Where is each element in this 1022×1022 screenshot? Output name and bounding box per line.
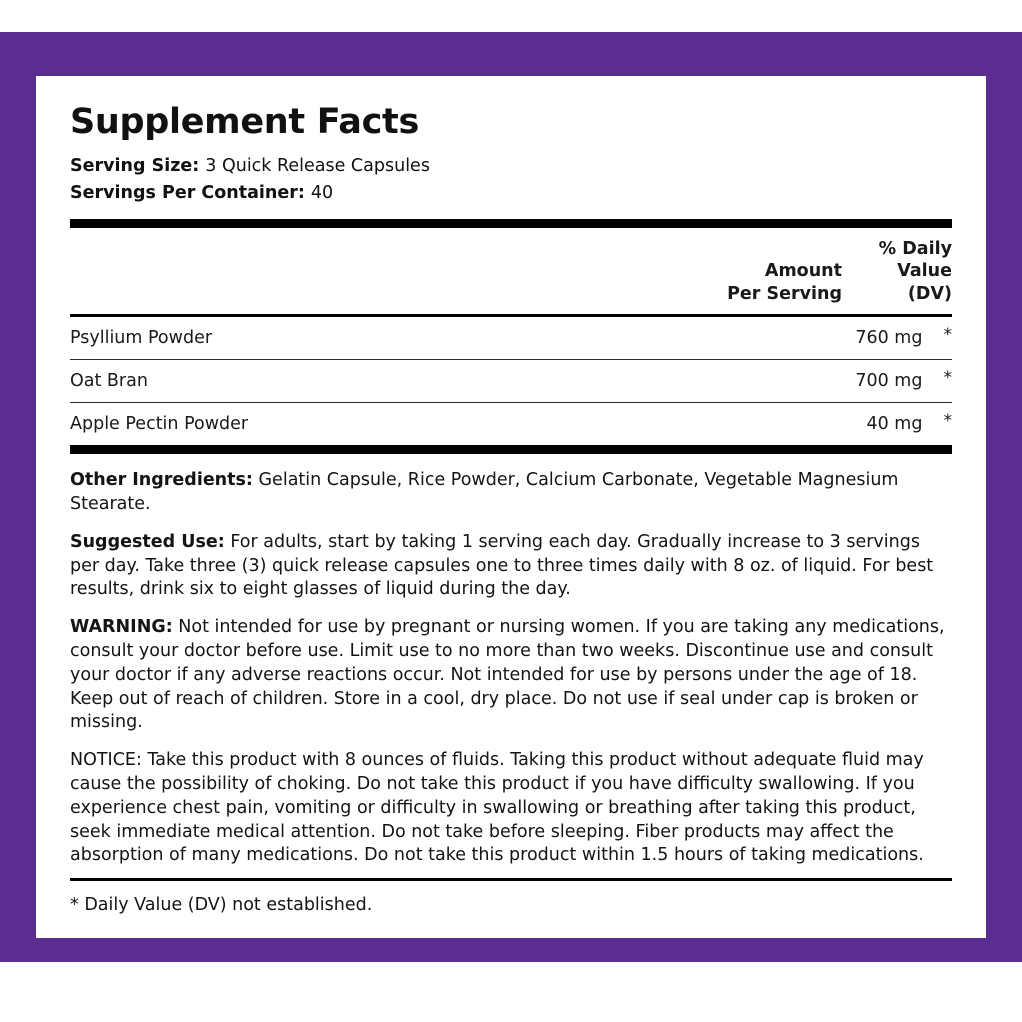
notice-paragraph [70,749,952,868]
suggested-use-paragraph [70,531,952,602]
ingredient-amount: 40 mg [866,414,923,435]
other-ingredients-paragraph [70,469,952,517]
warning-paragraph [70,616,952,735]
serving-size-label: Serving Size: [70,156,200,176]
serving-size-row [70,156,986,176]
nutrition-table-header [70,228,952,314]
warning-label: WARNING: [70,617,173,638]
suggested-use-text: For adults, start by taking 1 serving each day. Gradually increase to 3 servings per day. Take three (3) quick release capsules one to three times daily with 8 oz. of liquid. For best results, drink six to eight glasses of liquid during the day. [70,531,934,600]
ingredient-daily-value: * [943,368,952,389]
column-header-blank [70,228,610,314]
dv-header-line3: (DV) [907,283,952,304]
notice-text: NOTICE: Take this product with 8 ounces of fluids. Taking this product without adequate fluid may cause the possibility of choking. Do not take this product if you have difficulty swallowing. If you experience chest pain, vomiting or difficulty in swallowing or breathing after taking this product, seek immediate medical attention. Do not take before sleeping. Fiber products may affect the absorption of many medications. Do not take this product within 1.5 hours of taking medications. [70,750,924,866]
supplement-facts-panel [36,76,986,938]
daily-value-footnote: * Daily Value (DV) not established. [70,895,373,916]
page-title: Supplement Facts [70,102,419,142]
nutrition-table-body [70,317,952,445]
ingredient-name: Psyllium Powder [70,328,213,349]
column-header-amount-per-serving [610,228,842,314]
servings-per-container-row [70,183,986,203]
ingredient-name: Oat Bran [70,371,148,392]
other-ingredients-label: Other Ingredients: [70,470,253,491]
servings-per-container-label: Servings Per Container: [70,183,305,203]
other-ingredients-text: Gelatin Capsule, Rice Powder, Calcium Carbonate, Vegetable Magnesium Stearate. [70,470,899,514]
table-row [70,360,952,402]
servings-per-container-value: 40 [310,183,334,203]
top-thick-rule [70,219,952,228]
table-row [70,403,952,445]
table-row [70,317,952,359]
ingredient-daily-value: * [943,325,952,346]
dv-header-line2: Value [897,261,952,282]
table-bottom-thick-rule [70,445,952,454]
ingredient-amount: 700 mg [855,371,923,392]
amount-header-line1: Amount [764,261,842,282]
ingredient-daily-value: * [943,411,952,432]
nutrition-table [70,228,952,314]
suggested-use-label: Suggested Use: [70,531,225,552]
ingredient-name: Apple Pectin Powder [70,414,249,435]
ingredient-amount: 760 mg [855,328,923,349]
warning-text: Not intended for use by pregnant or nursing women. If you are taking any medications, consult your doctor before use. Limit use to no more than two weeks. Discontinue use and consult your doctor if any adverse reactions occur. Not intended for use by persons under the age of 18. Keep out of reach of children. Store in a cool, dry place. Do not use if seal under cap is broken or missing. [70,617,945,733]
column-header-daily-value [842,228,952,314]
amount-header-line2: Per Serving [727,283,842,304]
footnote-top-rule [70,878,952,881]
serving-size-value: 3 Quick Release Capsules [205,156,430,176]
dv-header-line1: % Daily [878,239,952,259]
